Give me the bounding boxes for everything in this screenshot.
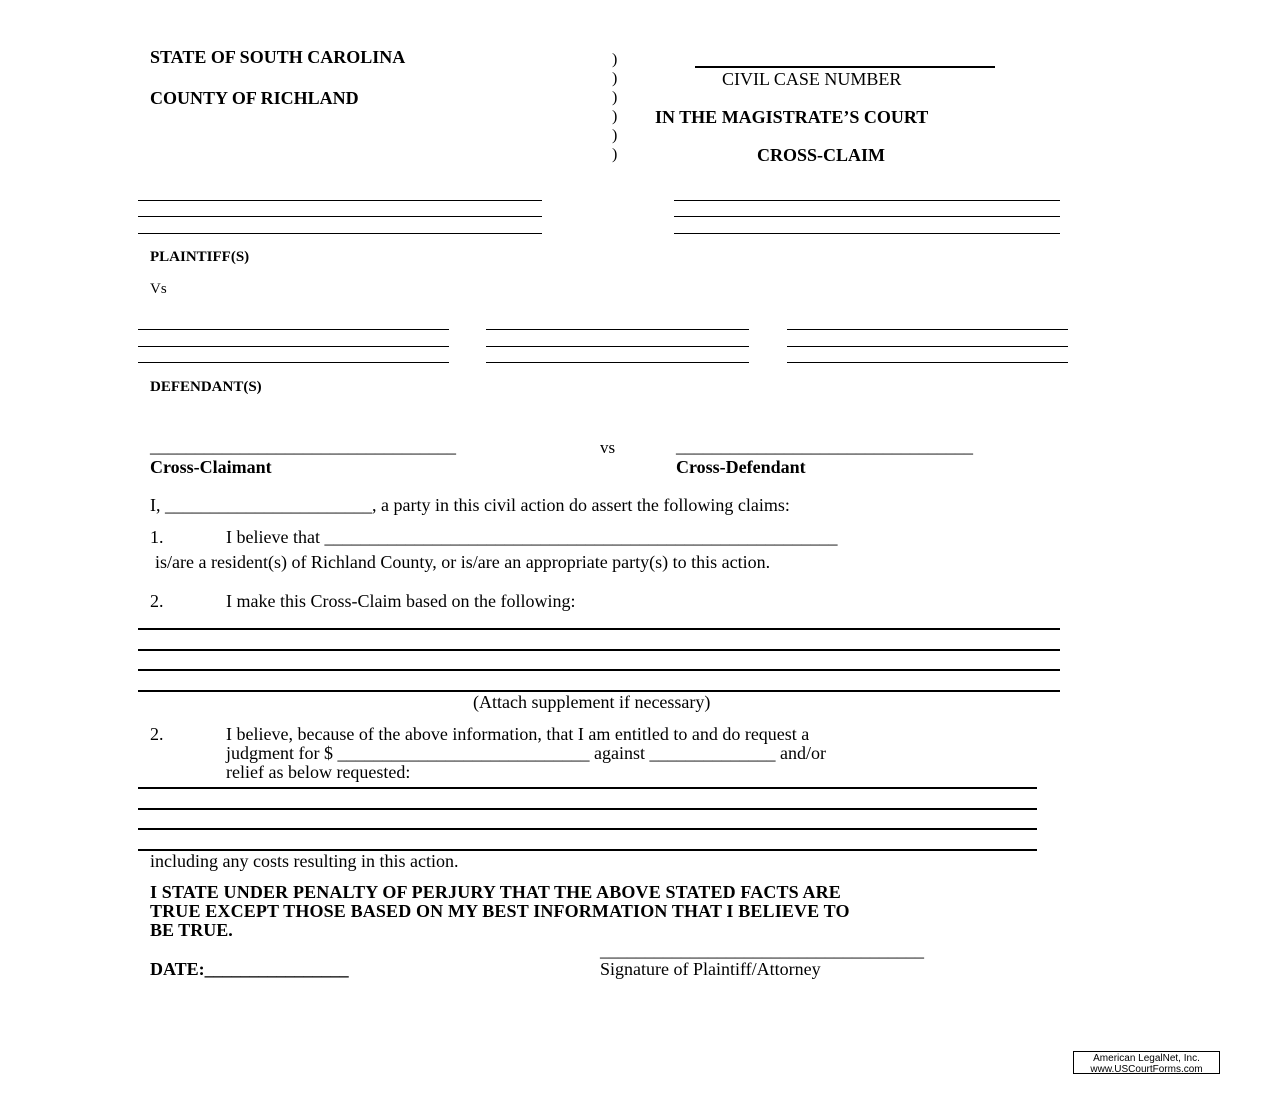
publisher-stamp (1073, 1051, 1220, 1074)
cross-defendant-field[interactable]: _________________________________ (676, 436, 973, 456)
defendant-line[interactable] (138, 362, 449, 363)
plaintiff-address-line[interactable] (674, 233, 1060, 234)
signature-field[interactable]: ____________________________________ (600, 940, 924, 960)
item-3-line-3: relief as below requested: (226, 762, 411, 782)
plaintiff-address-line[interactable] (674, 200, 1060, 201)
item-1-number: 1. (150, 527, 164, 547)
item-2-text: I make this Cross-Claim based on the following: (226, 591, 576, 611)
vs-lower-label: vs (600, 438, 616, 457)
relief-line[interactable] (138, 828, 1037, 830)
intro-statement[interactable]: I, _______________________, a party in this civil action do assert the following claims: (150, 495, 790, 515)
case-number-field[interactable] (695, 66, 995, 68)
item-3-line-1: I believe, because of the above information, that I am entitled to and do request a (226, 724, 810, 744)
date-field[interactable]: DATE:________________ (150, 959, 349, 979)
defendant-line[interactable] (787, 346, 1068, 347)
defendants-label: DEFENDANT(S) (150, 379, 262, 395)
perjury-statement-line-1: I STATE UNDER PENALTY OF PERJURY THAT THE ABOVE STATED FACTS ARE (150, 882, 841, 902)
relief-line[interactable] (138, 808, 1037, 810)
caption-paren: ) (612, 108, 618, 125)
item-1-text[interactable]: I believe that _________________________________________________________ (226, 527, 838, 547)
signature-label: Signature of Plaintiff/Attorney (600, 959, 821, 979)
defendant-line[interactable] (138, 329, 449, 330)
item-3-line-2[interactable]: judgment for $ ____________________________ against ______________ and/or (226, 743, 826, 763)
item-3-number: 2. (150, 724, 164, 744)
item-2-number: 2. (150, 591, 164, 611)
plaintiff-address-line[interactable] (674, 216, 1060, 217)
relief-line[interactable] (138, 787, 1037, 789)
costs-statement: including any costs resulting in this action. (150, 851, 459, 871)
caption-paren: ) (612, 89, 618, 106)
caption-paren: ) (612, 146, 618, 163)
plaintiff-line[interactable] (138, 200, 542, 201)
claim-basis-line[interactable] (138, 669, 1060, 671)
caption-paren: ) (612, 127, 618, 144)
cross-claimant-label: Cross-Claimant (150, 457, 272, 477)
item-1-continuation: is/are a resident(s) of Richland County, or is/are an appropriate party(s) to this action. (155, 552, 771, 572)
county-heading: COUNTY OF RICHLAND (150, 88, 359, 108)
cross-defendant-label: Cross-Defendant (676, 457, 806, 477)
defendant-line[interactable] (486, 362, 749, 363)
court-heading: IN THE MAGISTRATE’S COURT (655, 107, 929, 127)
form-title: CROSS-CLAIM (757, 145, 886, 165)
caption-paren: ) (612, 51, 618, 68)
defendant-line[interactable] (486, 346, 749, 347)
perjury-statement-line-2: TRUE EXCEPT THOSE BASED ON MY BEST INFORMATION THAT I BELIEVE TO (150, 901, 850, 921)
case-number-label: CIVIL CASE NUMBER (722, 69, 902, 89)
defendant-line[interactable] (787, 329, 1068, 330)
claim-basis-line[interactable] (138, 628, 1060, 630)
caption-paren: ) (612, 70, 618, 87)
plaintiffs-label: PLAINTIFF(S) (150, 249, 250, 265)
publisher-name: American LegalNet, Inc. (1093, 1053, 1200, 1064)
defendant-line[interactable] (787, 362, 1068, 363)
attach-note: (Attach supplement if necessary) (473, 692, 711, 712)
cross-claimant-field[interactable]: __________________________________ (150, 436, 456, 456)
perjury-statement-line-3: BE TRUE. (150, 920, 233, 940)
defendant-line[interactable] (486, 329, 749, 330)
vs-label: Vs (150, 281, 167, 297)
claim-basis-line[interactable] (138, 649, 1060, 651)
plaintiff-line[interactable] (138, 233, 542, 234)
defendant-line[interactable] (138, 346, 449, 347)
state-heading: STATE OF SOUTH CAROLINA (150, 47, 406, 67)
publisher-website: www.USCourtForms.com (1090, 1064, 1203, 1075)
plaintiff-line[interactable] (138, 216, 542, 217)
